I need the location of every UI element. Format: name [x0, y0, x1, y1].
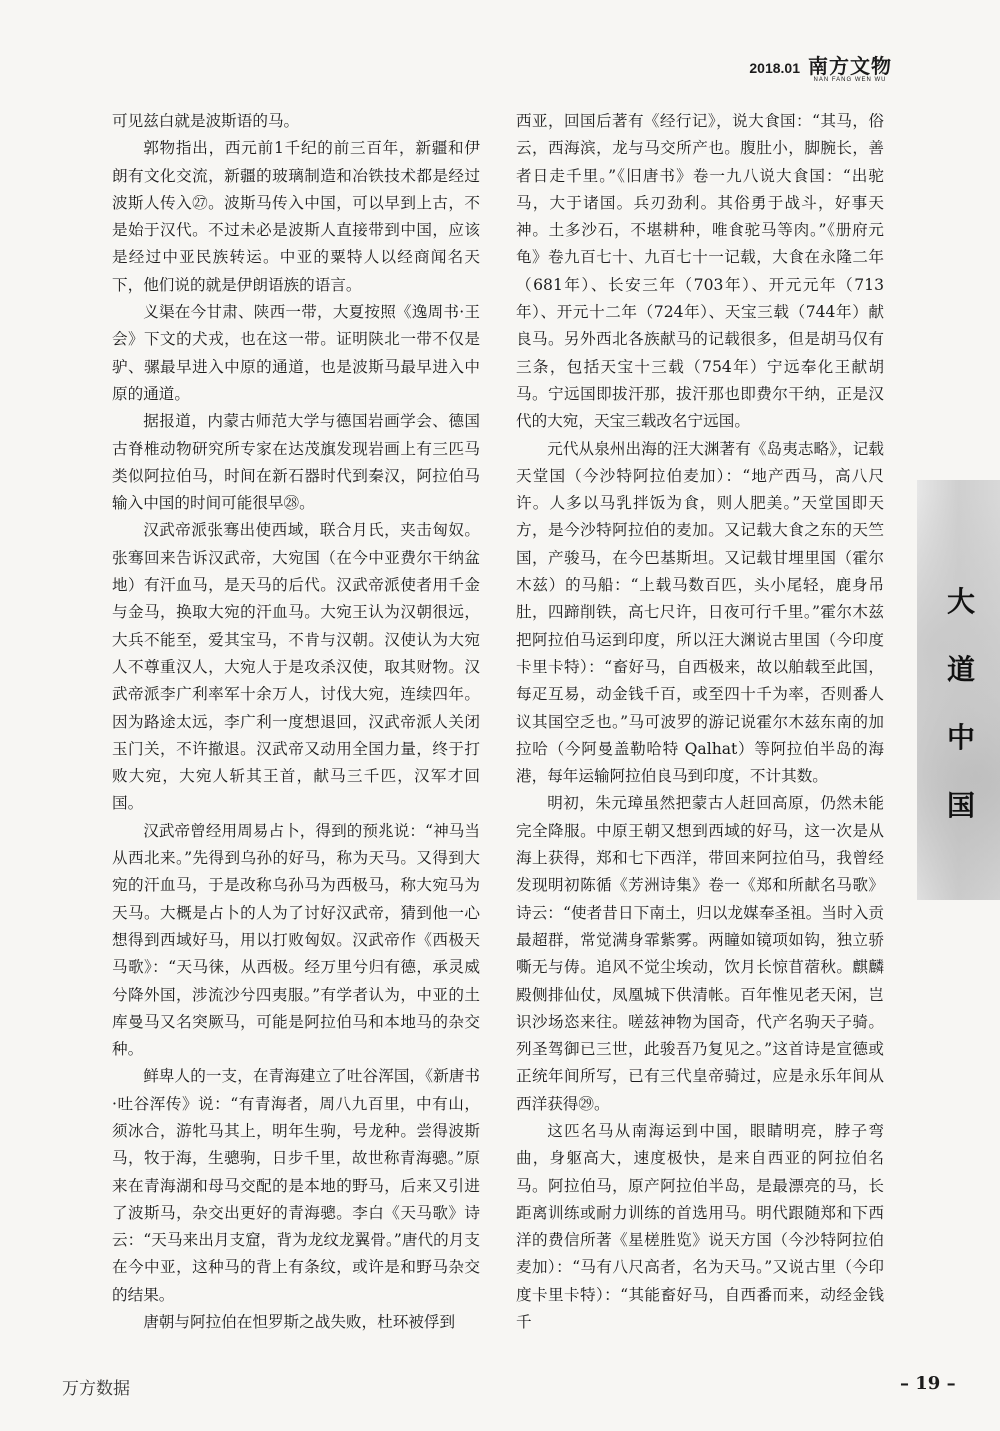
paragraph: 义渠在今甘肃、陕西一带，大夏按照《逸周书·王会》下文的犬戎，也在这一带。证明陕北一带不仅是驴、骡最早进入中原的通道，也是波斯马最早进入中原的通道。 — [112, 303, 480, 403]
paragraph: 据报道，内蒙古师范大学与德国岩画学会、德国古脊椎动物研究所专家在达茂旗发现岩画上有三匹马类似阿拉伯马，时间在新石器时代到秦汉，阿拉伯马输入中国的时间可能很早㉘。 — [112, 412, 480, 513]
page-header — [749, 56, 892, 83]
watermark: 万方数据 — [62, 1379, 130, 1399]
paragraph: 汉武帝曾经用周易占卜，得到的预兆说：“神马当从西北来。”先得到乌孙的好马，称为天马。又得到大宛的汗血马，于是改称乌孙马为西极马，称大宛马为天马。大概是占卜的人为了讨好汉武帝，猜到他一心想得到西域好马，用以打败匈奴。汉武帝作《西极天马歌》：“天马徕，从西极。经万里兮归有德，承灵威兮降外国，涉流沙兮四夷服。”有学者认为，中亚的土库曼马又名突厥马，可能是阿拉伯马和本地马的杂交种。 — [112, 821, 480, 1059]
sidebar-char: 国 — [946, 789, 975, 822]
paragraph: 这匹名马从南海运到中国，眼睛明亮，脖子弯曲，身躯高大，速度极快，是来自西亚的阿拉伯名马。阿拉伯马，原产阿拉伯半岛，是最漂亮的马，长距离训练或耐力训练的首选用马。明代跟随郑和下西洋的费信所著《星槎胜览》说天方国（今沙特阿拉伯麦加）：“马有八尺高者，名为天马。”又说古里（今印度卡里卡特）：“其能畜好马，自西番而来，动经金钱千 — [516, 1121, 884, 1332]
right-column — [516, 108, 884, 1336]
paragraph: 可见兹白就是波斯语的马。 — [112, 112, 300, 130]
issue-number: 2018.01 — [749, 60, 800, 76]
sidebar-char: 大 — [946, 585, 975, 618]
paragraph: 唐朝与阿拉伯在怛罗斯之战失败，杜环被俘到 — [143, 1313, 456, 1332]
paragraph: 明初，朱元璋虽然把蒙古人赶回高原，仍然未能完全降服。中原王朝又想到西域的好马，这一次是从海上获得，郑和七下西洋，带回来阿拉伯马，我曾经发现明初陈循《芳洲诗集》卷一《郑和所献名马歌》诗云：“使者昔日下南土，归以龙媒奉圣祖。当时入贡最超群，常觉满身霏紫雾。两瞳如镜项如钩，独立骄嘶无与俦。追风不觉尘埃动，饮月长惊苜蓿秋。麒麟殿侧排仙仗，凤凰城下供清帐。百年惟见老天闲，岂识沙场恣来往。嗟兹神物为国奇，代产名驹天子骑。列圣驾御已三世，此骏吾乃复见之。”这首诗是宣德或正统年间所写，已有三代皇帝骑过，应是永乐年间从西洋获得㉙。 — [516, 794, 884, 1113]
left-column — [112, 108, 480, 1336]
magazine-pinyin: NAN FANG WEN WU — [813, 77, 887, 83]
paragraph: 西亚，回国后著有《经行记》，说大食国：“其马，俗云，西海滨，龙与马交所产也。腹肚小，脚腕长，善者日走千里。”《旧唐书》卷一九八说大食国：“出驼马，大于诸国。兵刃劲利。其俗勇于战斗，好事天神。土多沙石，不堪耕种，唯食驼马等肉。”《册府元龟》卷九百七十、九百七十一记载，大食在永隆二年（681年）、长安三年（703年）、开元元年（713年）、开元十二年（724年）、天宝三载（744年）献良马。另外西北各族献马的记载很多，但是胡马仅有三条，包括天宝十三载（754年）宁远奉化王献胡马。宁远国即拔汗那，拔汗那也即费尔干纳，正是汉代的大宛，天宝三载改名宁远国。 — [516, 112, 884, 431]
magazine-title: 南方文物 — [808, 54, 892, 78]
paragraph: 鲜卑人的一支，在青海建立了吐谷浑国，《新唐书·吐谷浑传》说：“有青海者，周八九百里，中有山，须冰合，游牝马其上，明年生驹，号龙种。尝得波斯马，牧于海，生骢驹，日步千里，故世称青海骢。”原来在青海湖和母马交配的是本地的野马，后来又引进了波斯马，杂交出更好的青海骢。李白《天马歌》诗云：“天马来出月支窟，背为龙纹龙翼骨。”唐代的月支在今中亚，这种马的背上有条纹，或许是和野马杂交的结果。 — [112, 1067, 480, 1304]
paragraph: 汉武帝派张骞出使西域，联合月氏，夹击匈奴。张骞回来告诉汉武帝，大宛国（在今中亚费尔干纳盆地）有汗血马，是天马的后代。汉武帝派使者用千金与金马，换取大宛的汗血马。大宛王认为汉朝很远，大兵不能至，爱其宝马，不肯与汉朝。汉使认为大宛人不尊重汉人，大宛人于是攻杀汉使，取其财物。汉武帝派李广利率军十余万人，讨伐大宛，连续四年。因为路途太远，李广利一度想退回，汉武帝派人关闭玉门关，不许撤退。汉武帝又动用全国力量，终于打败大宛，大宛人斩其王首，献马三千匹，汉军才回国。 — [112, 521, 480, 813]
paragraph: 元代从泉州出海的汪大渊著有《岛夷志略》，记载天堂国（今沙特阿拉伯麦加）：“地产西马，高八尺许。人多以马乳拌饭为食，则人肥美。”天堂国即天方，是今沙特阿拉伯的麦加。又记载大食之东的天竺国，产骏马，在今巴基斯坦。又记载甘埋里国（霍尔木兹）的马船：“上载马数百匹，头小尾轻，鹿身吊肚，四蹄削铁，高七尺许，日夜可行千里。”霍尔木兹把阿拉伯马运到印度，所以汪大渊说古里国（今印度卡里卡特）：“畜好马，自西极来，故以舶载至此国，每疋互易，动金钱千百，或至四十千为率，否则番人议其国空乏也。”马可波罗的游记说霍尔木兹东南的加拉哈（今阿曼盖勒哈特 Qalhat）等阿拉伯半岛的海港，每年运输阿拉伯良马到印度，不计其数。 — [516, 439, 884, 786]
sidebar-char: 道 — [946, 653, 975, 686]
paragraph: 郭物指出，西元前1千纪的前三百年，新疆和伊朗有文化交流，新疆的玻璃制造和冶铁技术都是经过波斯人传入㉗。波斯马传入中国，可以早到上古，不是始于汉代。不过未必是波斯人直接带到中国，应该是经过中亚民族转运。中亚的粟特人以经商闻名天下，他们说的就是伊朗语族的语言。 — [112, 139, 480, 294]
section-sidebar-tab — [917, 480, 1000, 900]
magazine-logo — [808, 56, 892, 83]
page-number: – 19 – — [900, 1373, 956, 1394]
sidebar-char: 中 — [946, 721, 975, 754]
